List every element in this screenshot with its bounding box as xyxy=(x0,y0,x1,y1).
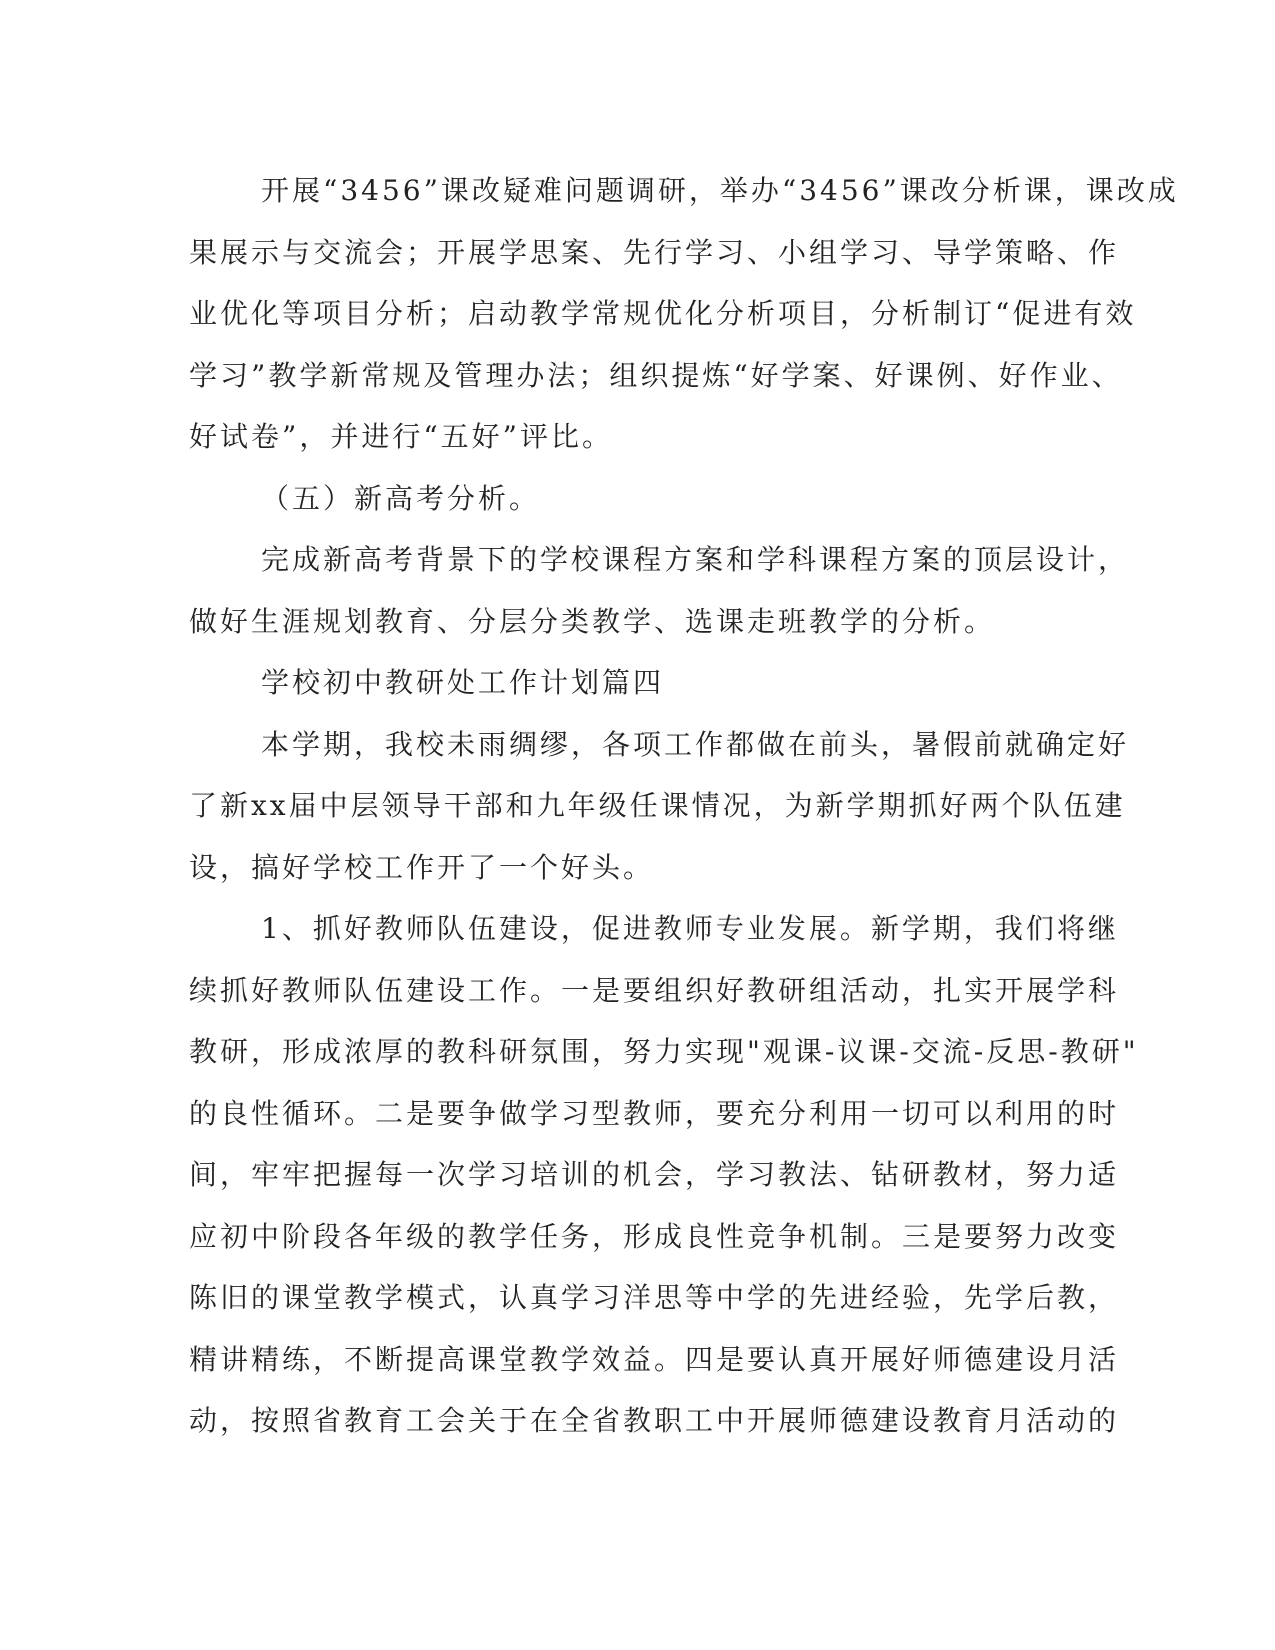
paragraph-line: 开展“3456”课改疑难问题调研，举办“3456”课改分析课，课改成 xyxy=(261,174,1179,207)
paragraph-line: 完成新高考背景下的学校课程方案和学科课程方案的顶层设计， xyxy=(261,543,1130,576)
paragraph-line: 好试卷”，并进行“五好”评比。 xyxy=(189,420,613,453)
paragraph-line: 续抓好教师队伍建设工作。一是要组织好教研组活动，扎实开展学科 xyxy=(189,973,1120,1007)
section-title: 学校初中教研处工作计划篇四 xyxy=(261,666,665,699)
paragraph-line: 间，牢牢把握每一次学习培训的机会，学习教法、钻研教材，努力适 xyxy=(189,1158,1120,1191)
paragraph-line: 应初中阶段各年级的教学任务，形成良性竞争机制。三是要努力改变 xyxy=(189,1219,1120,1253)
paragraph-line: 业优化等项目分析；启动教学常规优化分析项目，分析制订“促进有效 xyxy=(189,297,1137,330)
paragraph-line: 本学期，我校未雨绸缪，各项工作都做在前头，暑假前就确定好 xyxy=(261,727,1130,761)
paragraph-line: 陈旧的课堂教学模式，认真学习洋思等中学的先进经验，先学后教， xyxy=(189,1281,1120,1314)
paragraph-line: 动，按照省教育工会关于在全省教职工中开展师德建设教育月活动的 xyxy=(189,1404,1120,1437)
paragraph-line: 学习”教学新常规及管理办法；组织提炼“好学案、好课例、好作业、 xyxy=(189,358,1123,392)
paragraph-line: 1、抓好教师队伍建设，促进教师专业发展。新学期，我们将继 xyxy=(261,912,1119,945)
paragraph-line: 设，搞好学校工作开了一个好头。 xyxy=(189,850,655,884)
paragraph-line: 精讲精练，不断提高课堂教学效益。四是要认真开展好师德建设月活 xyxy=(189,1342,1120,1376)
paragraph-line: 了新xx届中层领导干部和九年级任课情况，为新学期抓好两个队伍建 xyxy=(189,789,1126,822)
section-heading: （五）新高考分析。 xyxy=(261,481,541,515)
paragraph-line: 的良性循环。二是要争做学习型教师，要充分利用一切可以利用的时 xyxy=(189,1096,1120,1130)
document-body xyxy=(189,160,1179,1452)
paragraph-line: 教研，形成浓厚的教科研氛围，努力实现"观课-议课-交流-反思-教研" xyxy=(189,1035,1139,1068)
paragraph-line: 做好生涯规划教育、分层分类教学、选课走班教学的分析。 xyxy=(189,604,996,638)
paragraph-line: 果展示与交流会；开展学思案、先行学习、小组学习、导学策略、作 xyxy=(189,235,1120,269)
